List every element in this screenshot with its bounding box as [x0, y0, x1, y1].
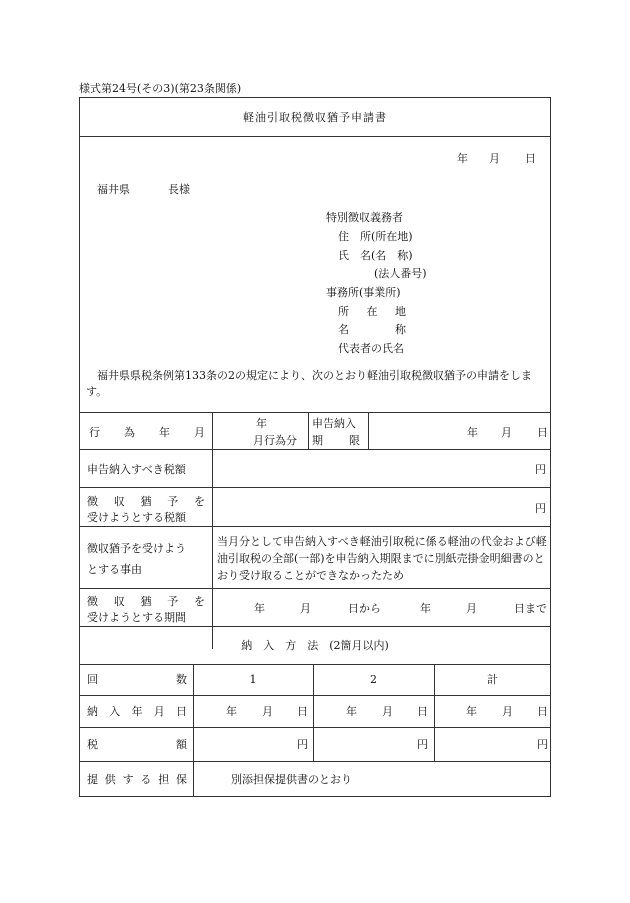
act-period-label: 行 為 年 月 [89, 426, 205, 439]
representative-name: 代表者の氏名 [338, 342, 404, 355]
date-3-month: 月 [502, 705, 513, 718]
divider [308, 412, 309, 449]
date-1-day: 日 [297, 705, 308, 718]
divider [80, 761, 550, 762]
deferral-amount-yen: 円 [535, 502, 546, 515]
applicant-name: 氏 名(名 称) [338, 249, 413, 262]
payment-amount-label: 税 額 [87, 738, 187, 751]
date-year: 年 [457, 152, 468, 165]
due-month: 月 [501, 426, 512, 439]
period-to-month: 月 [466, 602, 477, 615]
amount-total-yen: 円 [537, 738, 548, 751]
applicant-heading: 特別徴収義務者 [326, 211, 403, 224]
divider [80, 727, 550, 728]
period-to-day: 日まで [514, 602, 547, 615]
tax-amount-yen: 円 [535, 463, 546, 476]
date-2-year: 年 [346, 705, 357, 718]
column-total: 計 [487, 673, 498, 686]
period-from-day: 日から [348, 602, 381, 615]
divider [80, 449, 550, 450]
declaration-text: 福井県県税条例第133条の2の規定により、次のとおり軽油引取税徴収猶予の申請をします。 [86, 369, 532, 398]
amount-1-yen: 円 [297, 738, 308, 751]
form-title: 軽油引取税徴収猶予申請書 [243, 111, 387, 124]
date-month: 月 [489, 152, 500, 165]
collateral-label: 提 供 す る 担 保 [87, 773, 187, 786]
due-day: 日 [537, 426, 548, 439]
period-label-2: 受けようとする期間 [87, 611, 186, 624]
deferral-amount-label-2: 受けようとする税額 [87, 511, 186, 524]
addressee-title: 長様 [168, 183, 190, 196]
divider [212, 412, 213, 649]
office-name: 名 称 [338, 323, 406, 336]
amount-2-yen: 円 [417, 738, 428, 751]
due-label-2: 期 限 [312, 434, 360, 447]
divider [80, 487, 550, 488]
due-year: 年 [467, 426, 478, 439]
period-from-year: 年 [254, 602, 265, 615]
office-location: 所 在 地 [338, 305, 406, 318]
applicant-corp-no: (法人番号) [374, 267, 427, 280]
application-form [79, 97, 551, 797]
period-to-year: 年 [420, 602, 431, 615]
collateral-text: 別添担保提供書のとおり [231, 773, 352, 786]
date-1-year: 年 [226, 705, 237, 718]
column-2: 2 [370, 673, 377, 686]
form-number: 様式第24号(その3)(第23条関係) [79, 82, 242, 95]
office-heading: 事務所(事業所) [326, 286, 401, 299]
reason-label: 徴収猶予を受けよう [87, 542, 186, 555]
divider [80, 695, 550, 696]
divider [80, 412, 550, 413]
divider [80, 664, 550, 665]
period-label: 徴 収 猶 予 を [87, 595, 205, 608]
payment-date-label: 納 入 年 月 日 [87, 705, 187, 718]
deferral-amount-label: 徴 収 猶 予 を [87, 495, 205, 508]
due-label: 申告納入 [312, 417, 356, 430]
divider [80, 136, 550, 137]
divider [80, 588, 550, 589]
act-month-mark: 月行為分 [253, 434, 297, 447]
date-2-day: 日 [417, 705, 428, 718]
divider [80, 526, 550, 527]
date-day: 日 [525, 152, 536, 165]
addressee-prefecture: 福井県 [97, 183, 130, 196]
applicant-address: 住 所(所在地) [338, 230, 413, 243]
reason-text: 当月分として申告納入すべき軽油引取税に係る軽油の代金および軽油引取税の全部(一部)を申告納入期限までに別紙売掛金明細書のとおり受け取ることができなかったため [217, 535, 547, 582]
tax-amount-label: 申告納入すべき税額 [87, 463, 186, 476]
date-1-month: 月 [262, 705, 273, 718]
payment-heading: 納 入 方 法 (2箇月以内) [241, 639, 389, 652]
date-3-day: 日 [537, 705, 548, 718]
act-year-mark: 年 [256, 417, 267, 430]
divider [368, 412, 369, 449]
divider [80, 626, 550, 627]
count-label: 回 数 [87, 673, 187, 686]
reason-label-2: とする事由 [87, 563, 142, 576]
date-3-year: 年 [466, 705, 477, 718]
date-2-month: 月 [382, 705, 393, 718]
period-from-month: 月 [300, 602, 311, 615]
column-1: 1 [249, 673, 257, 686]
